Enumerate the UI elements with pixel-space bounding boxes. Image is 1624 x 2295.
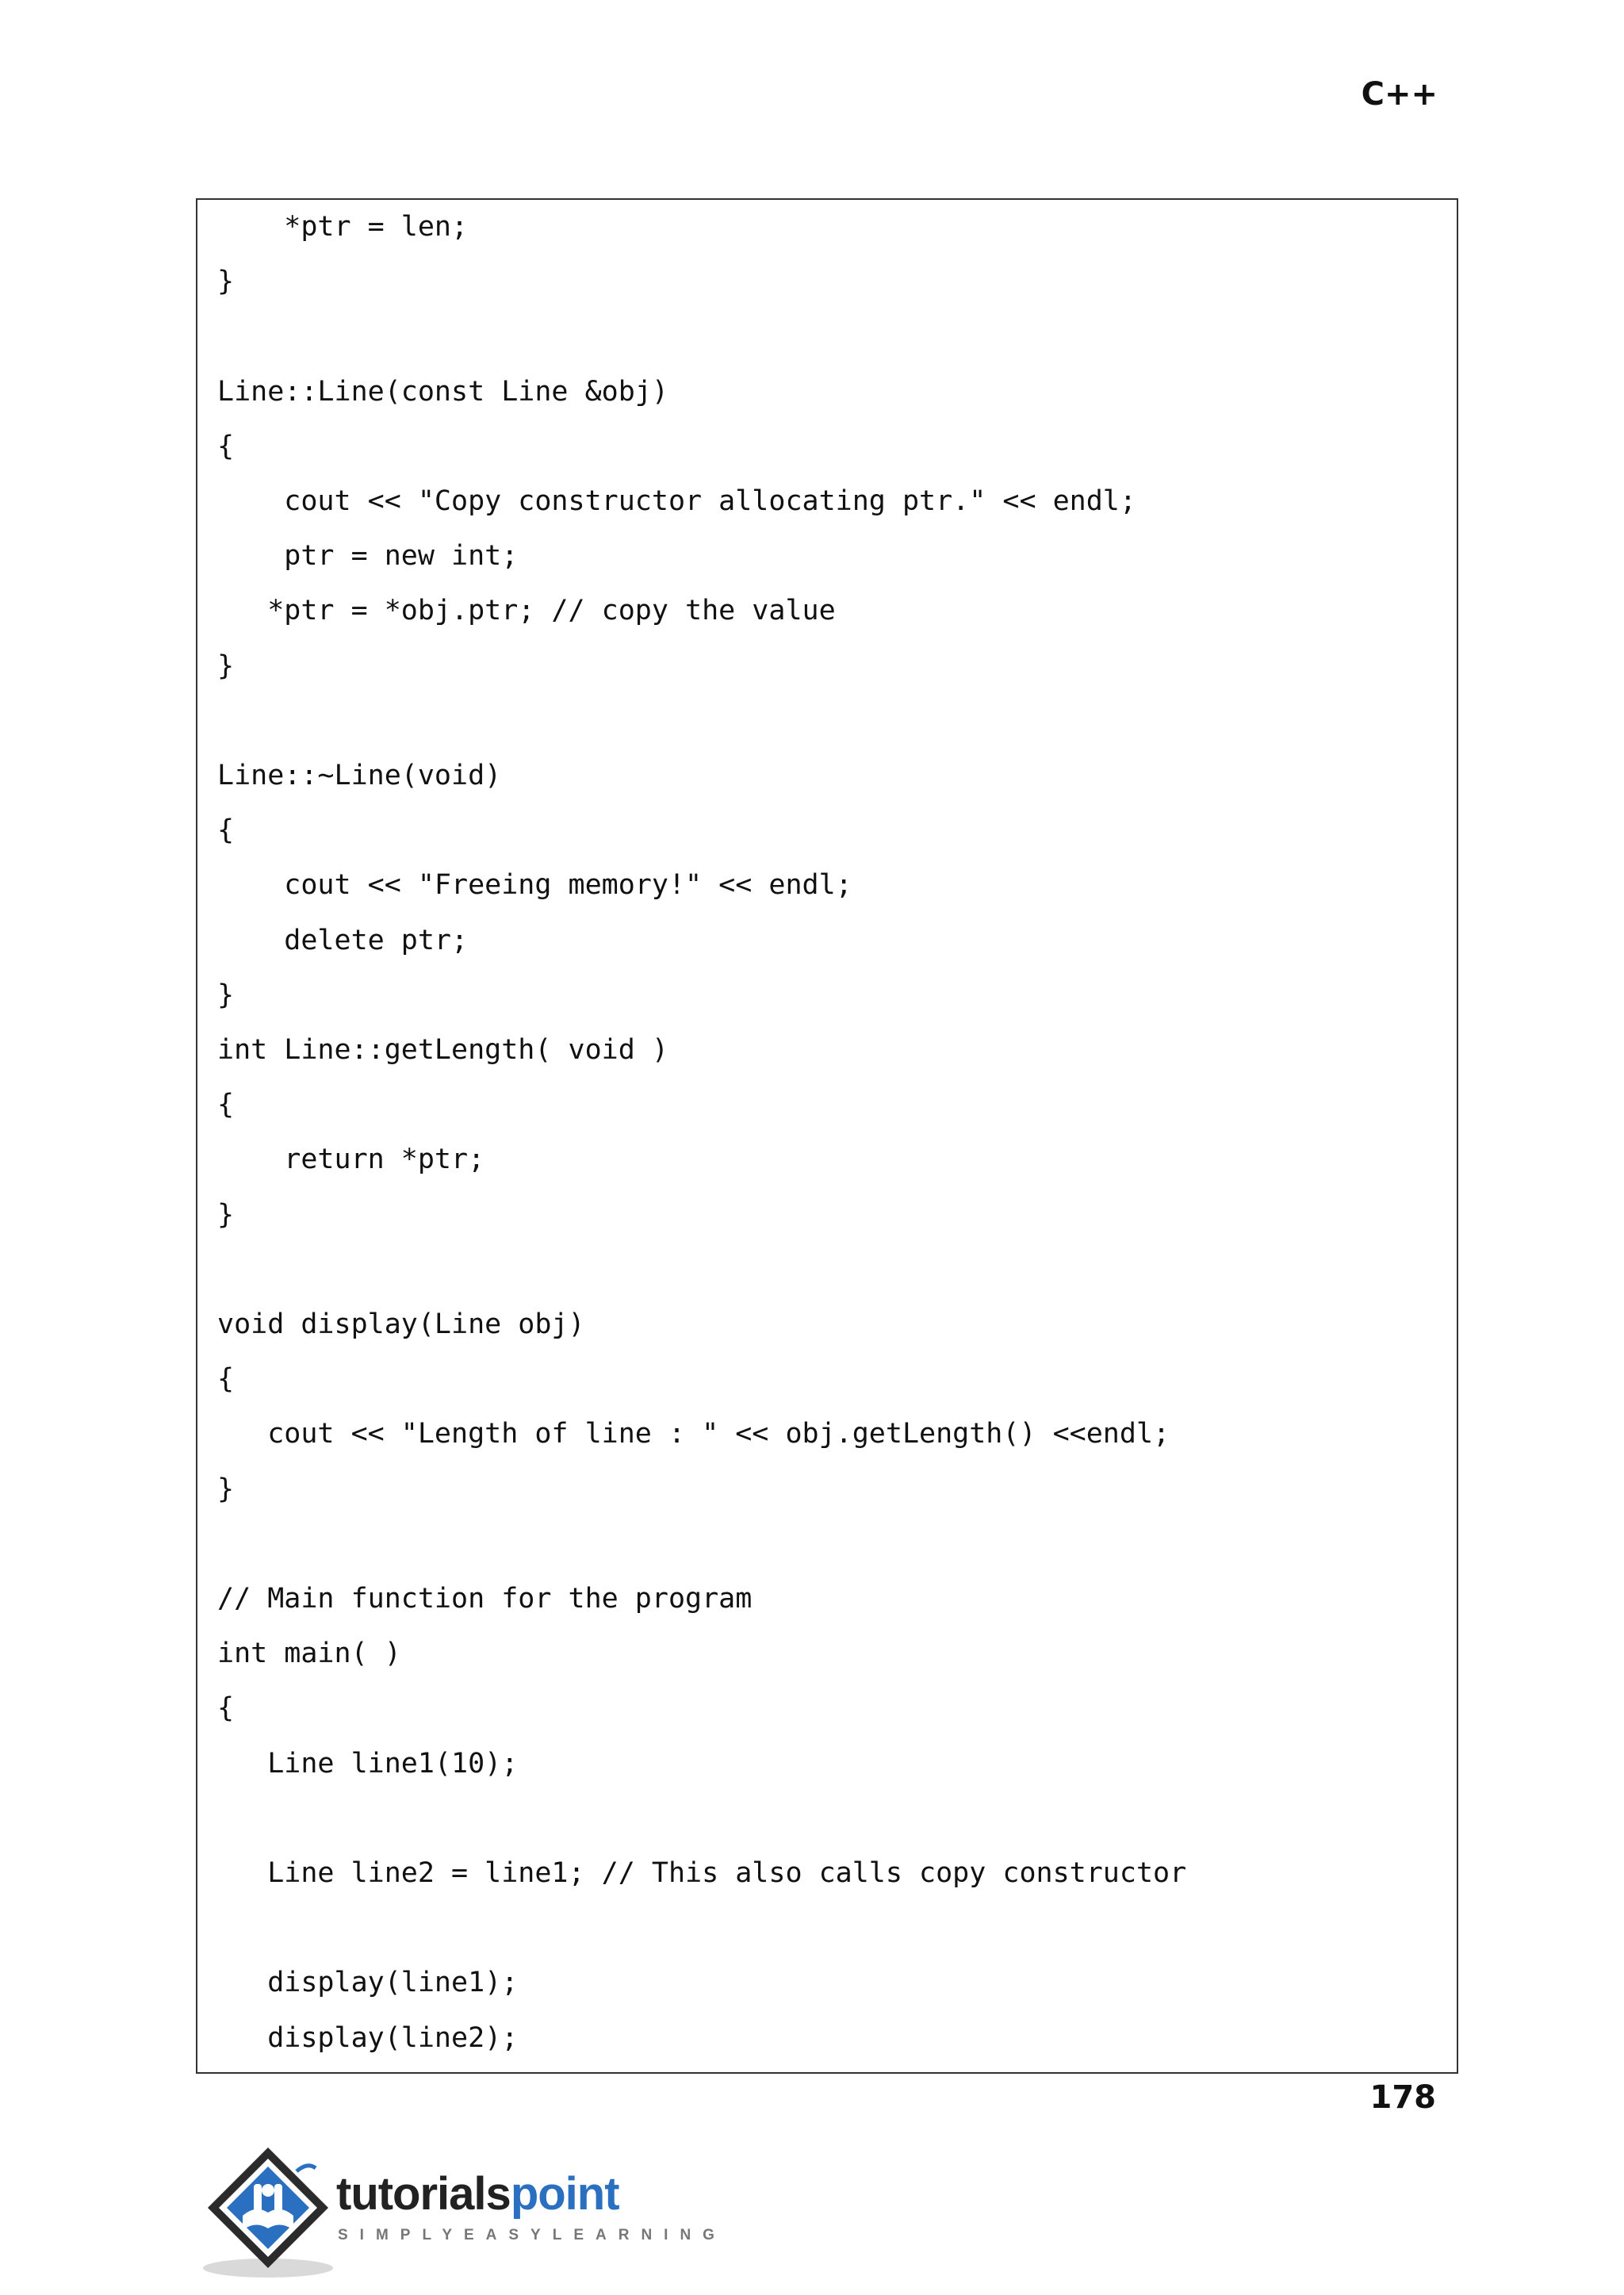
code-line: int Line::getLength( void ) bbox=[217, 1034, 668, 1066]
code-line: } bbox=[217, 649, 235, 682]
code-line: } bbox=[217, 266, 235, 298]
code-line: Line line1(10); bbox=[217, 1747, 519, 1780]
code-line: ptr = new int; bbox=[217, 540, 519, 573]
code-line: Line::Line(const Line &obj) bbox=[217, 375, 668, 408]
code-line: } bbox=[217, 979, 235, 1011]
tutorialspoint-logo bbox=[195, 2133, 726, 2292]
code-line: return *ptr; bbox=[217, 1144, 485, 1176]
code-line: } bbox=[217, 1473, 235, 1505]
code-line: } bbox=[217, 1198, 235, 1231]
page-number: 178 bbox=[1369, 2079, 1436, 2116]
logo-word-part2: point bbox=[510, 2168, 619, 2220]
logo-word-part1: tutorials bbox=[336, 2168, 511, 2220]
code-line: cout << "Freeing memory!" << endl; bbox=[217, 869, 852, 902]
logo-wordmark bbox=[336, 2168, 619, 2220]
code-line: { bbox=[217, 430, 235, 462]
code-line: int main( ) bbox=[217, 1638, 401, 1670]
code-line: { bbox=[217, 1089, 235, 1121]
code-line: Line::~Line(void) bbox=[217, 760, 502, 791]
code-line: cout << "Copy constructor allocating ptr." << endl; bbox=[217, 485, 1136, 517]
code-line: display(line1); bbox=[217, 1967, 519, 1999]
code-line: // Main function for the program bbox=[217, 1583, 753, 1615]
code-line: *ptr = *obj.ptr; // copy the value bbox=[217, 595, 836, 627]
code-line: { bbox=[217, 1692, 235, 1725]
logo-tagline: SIMPLYEASYLEARNING bbox=[338, 2227, 726, 2243]
code-block bbox=[196, 198, 1458, 2074]
page-header-title: C++ bbox=[1361, 76, 1438, 113]
code-line: { bbox=[217, 814, 235, 847]
code-line: void display(Line obj) bbox=[217, 1308, 585, 1340]
code-line: Line line2 = line1; // This also calls copy constructor bbox=[217, 1857, 1187, 1889]
code-line: cout << "Length of line : " << obj.getLength() <<endl; bbox=[217, 1418, 1170, 1450]
code-line: display(line2); bbox=[217, 2021, 519, 2054]
code-line: *ptr = len; bbox=[217, 211, 469, 243]
logo-diamond-icon bbox=[195, 2133, 346, 2292]
code-line: { bbox=[217, 1363, 235, 1396]
code-line: delete ptr; bbox=[217, 924, 469, 956]
